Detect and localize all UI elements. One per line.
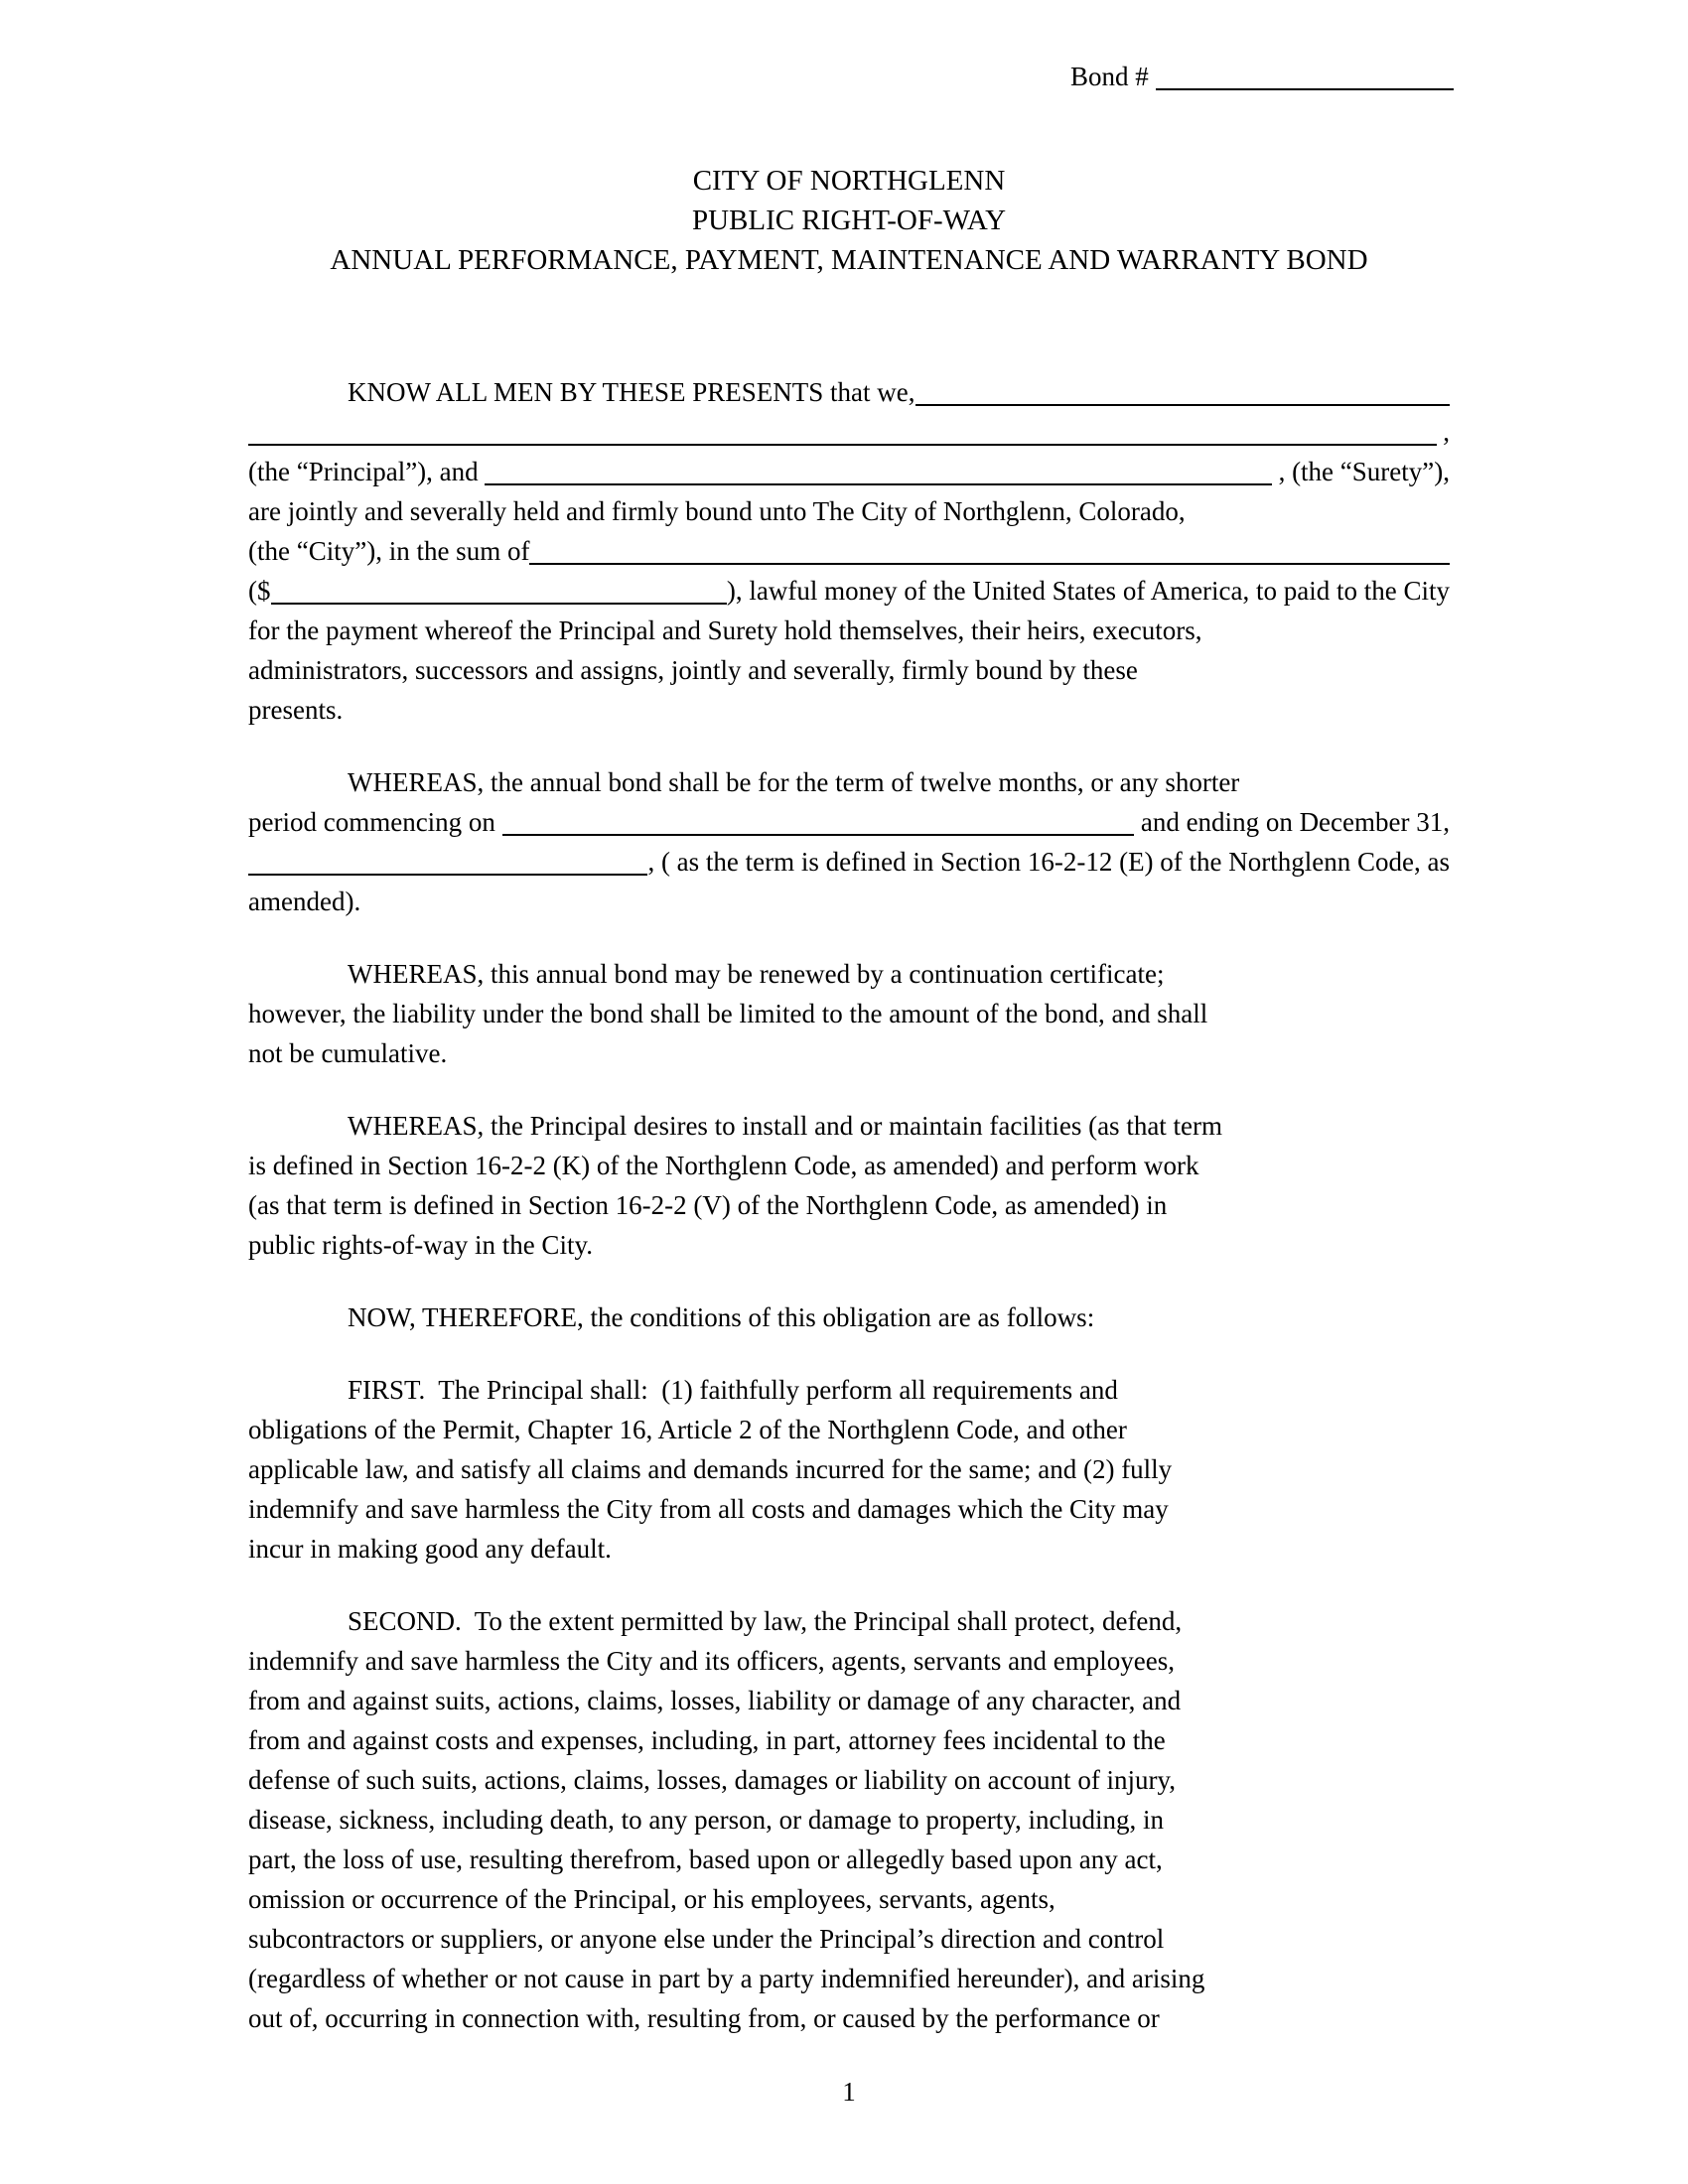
- text-line: [248, 954, 1450, 994]
- fill-in-blank: [248, 872, 647, 876]
- text-segment: ,: [1436, 417, 1450, 447]
- text-segment: is defined in Section 16-2-2 (K) of the Northglenn Code, as amended) and perform work: [248, 1151, 1199, 1180]
- text-line: [248, 452, 1450, 491]
- page-number: 1: [842, 2077, 856, 2107]
- text-segment: (the “City”), in the sum of: [248, 536, 530, 566]
- text-line: [248, 1297, 1450, 1337]
- text-segment: for the payment whereof the Principal and Surety hold themselves, their heirs, executors,: [248, 615, 1202, 645]
- text-line: [248, 1641, 1450, 1681]
- text-segment: period commencing on: [248, 807, 502, 837]
- title-line-bond-type: ANNUAL PERFORMANCE, PAYMENT, MAINTENANCE AND WARRANTY BOND: [330, 244, 1368, 276]
- text-segment: and ending on December 31,: [1134, 807, 1450, 837]
- text-line: [248, 650, 1450, 690]
- text-line: [248, 1106, 1450, 1146]
- text-line: [248, 1410, 1450, 1449]
- text-segment: NOW, THEREFORE, the conditions of this obligation are as follows:: [348, 1302, 1095, 1332]
- text-line: [248, 690, 1450, 730]
- text-line: [248, 1840, 1450, 1879]
- text-segment: WHEREAS, the Principal desires to install and or maintain facilities (as that term: [348, 1111, 1223, 1141]
- paragraph-whereas-term: [248, 762, 1450, 921]
- document-body: [248, 372, 1450, 2038]
- text-segment: amended).: [248, 887, 361, 916]
- text-line: [248, 1879, 1450, 1919]
- title-line-right-of-way: PUBLIC RIGHT-OF-WAY: [691, 205, 1007, 236]
- bond-number-label: Bond #: [1070, 62, 1149, 91]
- text-segment: are jointly and severally held and firmly bound unto The City of Northglenn, Colorado,: [248, 496, 1186, 526]
- fill-in-blank: [915, 402, 1451, 406]
- text-line: [248, 372, 1450, 412]
- text-segment: indemnify and save harmless the City from all costs and damages which the City may: [248, 1494, 1169, 1524]
- text-segment: public rights-of-way in the City.: [248, 1230, 593, 1260]
- bond-number-blank: [1156, 86, 1454, 90]
- document-title: [248, 161, 1450, 280]
- text-segment: presents.: [248, 695, 344, 725]
- text-line: [248, 762, 1450, 802]
- text-segment: from and against costs and expenses, including, in part, attorney fees incidental to the: [248, 1725, 1166, 1755]
- text-line: [248, 1601, 1450, 1641]
- fill-in-blank: [529, 561, 1450, 565]
- text-segment: FIRST. The Principal shall: (1) faithfully perform all requirements and: [348, 1375, 1118, 1405]
- title-line-city: CITY OF NORTHGLENN: [692, 165, 1006, 197]
- text-segment: administrators, successors and assigns, jointly and severally, firmly bound by these: [248, 655, 1138, 685]
- text-segment: WHEREAS, the annual bond shall be for the term of twelve months, or any shorter: [348, 767, 1240, 797]
- text-line: [248, 1449, 1450, 1489]
- text-line: [248, 1998, 1450, 2038]
- text-line: [248, 802, 1450, 842]
- text-line: [248, 1033, 1450, 1073]
- text-line: [248, 611, 1450, 650]
- text-segment: , (the “Surety”),: [1271, 457, 1450, 486]
- text-segment: , ( as the term is defined in Section 16-2-12 (E) of the Northglenn Code, as: [647, 847, 1450, 877]
- text-segment: obligations of the Permit, Chapter 16, Article 2 of the Northglenn Code, and other: [248, 1415, 1127, 1444]
- text-line: [248, 1800, 1450, 1840]
- fill-in-blank: [271, 601, 727, 605]
- fill-in-blank: [248, 442, 1437, 446]
- text-segment: out of, occurring in connection with, resulting from, or caused by the performance or: [248, 2003, 1160, 2033]
- text-segment: WHEREAS, this annual bond may be renewed by a continuation certificate;: [348, 959, 1165, 989]
- text-line: [248, 1959, 1450, 1998]
- text-line: [248, 1185, 1450, 1225]
- bond-number-row: [1070, 57, 1477, 96]
- paragraph-first-condition: [248, 1370, 1450, 1569]
- text-segment: (regardless of whether or not cause in part by a party indemnified hereunder), and arising: [248, 1964, 1205, 1993]
- text-segment: ), lawful money of the United States of America, to paid to the City: [726, 576, 1450, 606]
- text-segment: incur in making good any default.: [248, 1534, 612, 1564]
- text-segment: (as that term is defined in Section 16-2-2 (V) of the Northglenn Code, as amended) in: [248, 1190, 1168, 1220]
- text-segment: part, the loss of use, resulting therefrom, based upon or allegedly based upon any act,: [248, 1844, 1163, 1874]
- fill-in-blank: [485, 481, 1271, 485]
- text-segment: however, the liability under the bond shall be limited to the amount of the bond, and shall: [248, 999, 1208, 1028]
- text-segment: disease, sickness, including death, to any person, or damage to property, including, in: [248, 1805, 1165, 1835]
- text-line: [248, 1529, 1450, 1569]
- fill-in-blank: [502, 832, 1134, 836]
- text-line: [248, 1720, 1450, 1760]
- text-line: [248, 1681, 1450, 1720]
- text-segment: omission or occurrence of the Principal, or his employees, servants, agents,: [248, 1884, 1055, 1914]
- text-segment: ($: [248, 576, 271, 606]
- text-line: [248, 1225, 1450, 1265]
- text-segment: not be cumulative.: [248, 1038, 448, 1068]
- text-line: [248, 1919, 1450, 1959]
- text-line: [248, 842, 1450, 882]
- text-segment: KNOW ALL MEN BY THESE PRESENTS that we,: [348, 377, 915, 407]
- text-line: [248, 1489, 1450, 1529]
- text-segment: subcontractors or suppliers, or anyone else under the Principal’s direction and control: [248, 1924, 1165, 1954]
- text-line: [248, 1370, 1450, 1410]
- bond-label-space: [1149, 57, 1156, 96]
- paragraph-second-condition: [248, 1601, 1450, 2038]
- text-segment: indemnify and save harmless the City and its officers, agents, servants and employees,: [248, 1646, 1176, 1676]
- text-line: [248, 412, 1450, 452]
- paragraph-now-therefore: [248, 1297, 1450, 1337]
- text-line: [248, 1146, 1450, 1185]
- paragraph-whereas-work: [248, 1106, 1450, 1265]
- paragraph-whereas-renewal: [248, 954, 1450, 1073]
- text-line: [248, 491, 1450, 531]
- text-segment: from and against suits, actions, claims, losses, liability or damage of any character, and: [248, 1686, 1182, 1715]
- text-line: [248, 571, 1450, 611]
- text-segment: applicable law, and satisfy all claims and demands incurred for the same; and (2) fully: [248, 1454, 1173, 1484]
- text-line: [248, 882, 1450, 921]
- text-segment: SECOND. To the extent permitted by law, the Principal shall protect, defend,: [348, 1606, 1183, 1636]
- text-line: [248, 531, 1450, 571]
- text-line: [248, 1760, 1450, 1800]
- text-segment: (the “Principal”), and: [248, 457, 486, 486]
- text-line: [248, 994, 1450, 1033]
- paragraph-preamble: [248, 372, 1450, 730]
- text-segment: defense of such suits, actions, claims, losses, damages or liability on account of injury,: [248, 1765, 1177, 1795]
